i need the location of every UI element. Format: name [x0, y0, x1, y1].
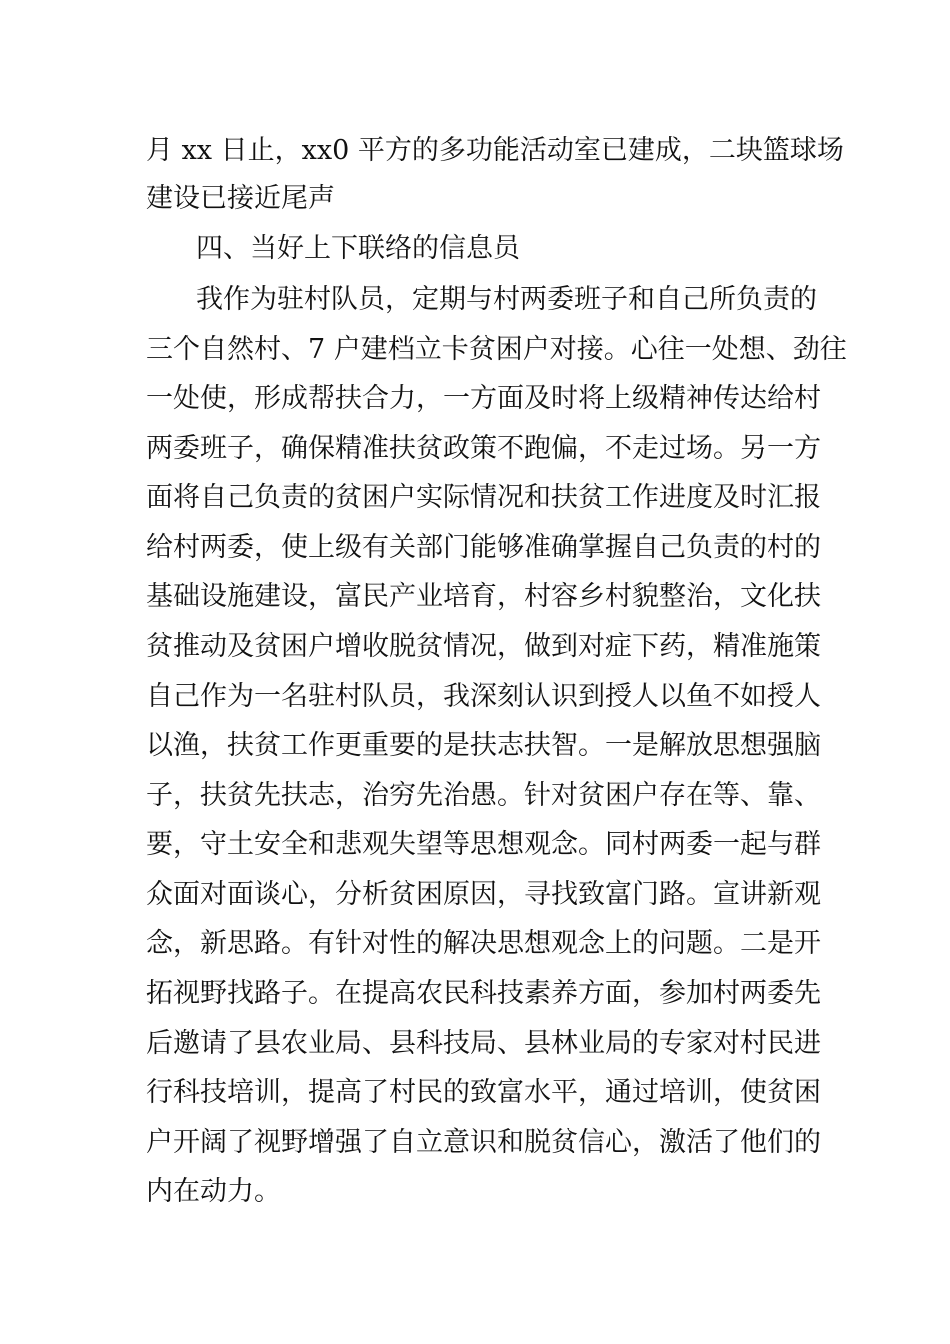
- text-line: 贫推动及贫困户增收脱贫情况，做到对症下药，精准施策: [146, 631, 821, 662]
- text-line: 以渔，扶贫工作更重要的是扶志扶智。一是解放思想强脑: [146, 730, 821, 761]
- text-line: 众面对面谈心，分析贫困原因，寻找致富门路。宣讲新观: [146, 879, 821, 910]
- text-line: 念，新思路。有针对性的解决思想观念上的问题。二是开: [146, 928, 821, 959]
- text-line: 要，守土安全和悲观失望等思想观念。同村两委一起与群: [146, 829, 821, 860]
- text-line: 后邀请了县农业局、县科技局、县林业局的专家对村民进: [146, 1028, 821, 1059]
- text-line: 一处使，形成帮扶合力，一方面及时将上级精神传达给村: [146, 383, 821, 414]
- text-line: 三个自然村、7 户建档立卡贫困户对接。心往一处想、劲往: [146, 334, 847, 365]
- text-line: 两委班子，确保精准扶贫政策不跑偏，不走过场。另一方: [146, 433, 821, 464]
- text-line: 给村两委，使上级有关部门能够准确掌握自己负责的村的: [146, 532, 821, 563]
- text-line: 我作为驻村队员，定期与村两委班子和自己所负责的: [196, 284, 817, 315]
- text-line: 子，扶贫先扶志，治穷先治愚。针对贫困户存在等、靠、: [146, 780, 821, 811]
- text-line: 拓视野找路子。在提高农民科技素养方面，参加村两委先: [146, 978, 821, 1009]
- text-line: 建设已接近尾声: [146, 183, 335, 214]
- text-line: 面将自己负责的贫困户实际情况和扶贫工作进度及时汇报: [146, 482, 821, 513]
- text-line: 行科技培训，提高了村民的致富水平，通过培训，使贫困: [146, 1077, 821, 1108]
- text-line: 自己作为一名驻村队员，我深刻认识到授人以鱼不如授人: [146, 681, 821, 712]
- text-line: 内在动力。: [146, 1176, 281, 1207]
- text-line: 基础设施建设，富民产业培育，村容乡村貌整治，文化扶: [146, 581, 821, 612]
- text-line: 月 xx 日止，xx0 平方的多功能活动室已建成，二块篮球场: [146, 135, 844, 166]
- section-heading: 四、当好上下联络的信息员: [196, 233, 520, 264]
- text-line: 户开阔了视野增强了自立意识和脱贫信心，激活了他们的: [146, 1127, 821, 1158]
